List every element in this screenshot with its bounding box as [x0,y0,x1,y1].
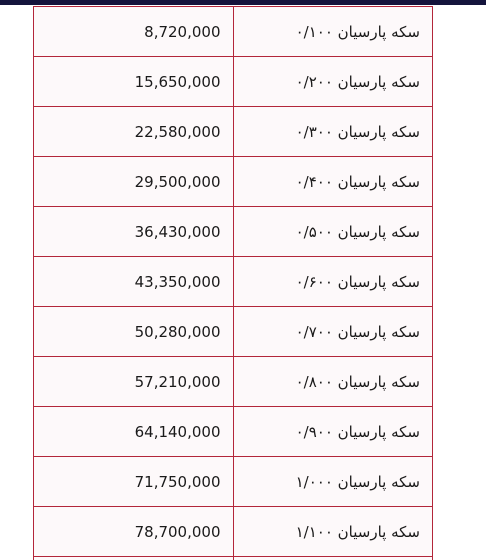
coin-name-cell: سکه پارسیان ۰/۸۰۰ [233,357,433,407]
coin-name-cell: سکه پارسیان ۰/۵۰۰ [233,207,433,257]
table-row [34,307,433,357]
price-cell: 8,720,000 [34,7,234,57]
table-row [34,107,433,157]
price-cell: 78,700,000 [34,507,234,557]
table-row [34,7,433,57]
table-row [34,207,433,257]
table-row [34,57,433,107]
table-row [34,157,433,207]
table-row [34,507,433,557]
price-cell: 71,750,000 [34,457,234,507]
top-bar [0,0,486,5]
price-cell: 57,210,000 [34,357,234,407]
coin-name-cell: سکه پارسیان ۰/۷۰۰ [233,307,433,357]
price-cell: 50,280,000 [34,307,234,357]
coin-price-table [33,6,433,560]
coin-price-table-body [34,7,433,560]
price-cell: 36,430,000 [34,207,234,257]
table-row [34,407,433,457]
price-cell: 64,140,000 [34,407,234,457]
table-row [34,257,433,307]
coin-name-cell: سکه پارسیان ۱/۰۰۰ [233,457,433,507]
coin-name-cell: سکه پارسیان ۰/۳۰۰ [233,107,433,157]
coin-name-cell: سکه پارسیان ۰/۹۰۰ [233,407,433,457]
table-row-partial [34,557,433,560]
coin-name-cell: سکه پارسیان ۱/۱۰۰ [233,507,433,557]
price-cell: 29,500,000 [34,157,234,207]
price-cell-empty [34,557,234,560]
table-row [34,357,433,407]
table-row [34,457,433,507]
coin-name-cell-empty [233,557,433,560]
price-cell: 15,650,000 [34,57,234,107]
coin-name-cell: سکه پارسیان ۰/۶۰۰ [233,257,433,307]
coin-name-cell: سکه پارسیان ۰/۴۰۰ [233,157,433,207]
coin-name-cell: سکه پارسیان ۰/۲۰۰ [233,57,433,107]
coin-name-cell: سکه پارسیان ۰/۱۰۰ [233,7,433,57]
price-cell: 43,350,000 [34,257,234,307]
price-cell: 22,580,000 [34,107,234,157]
